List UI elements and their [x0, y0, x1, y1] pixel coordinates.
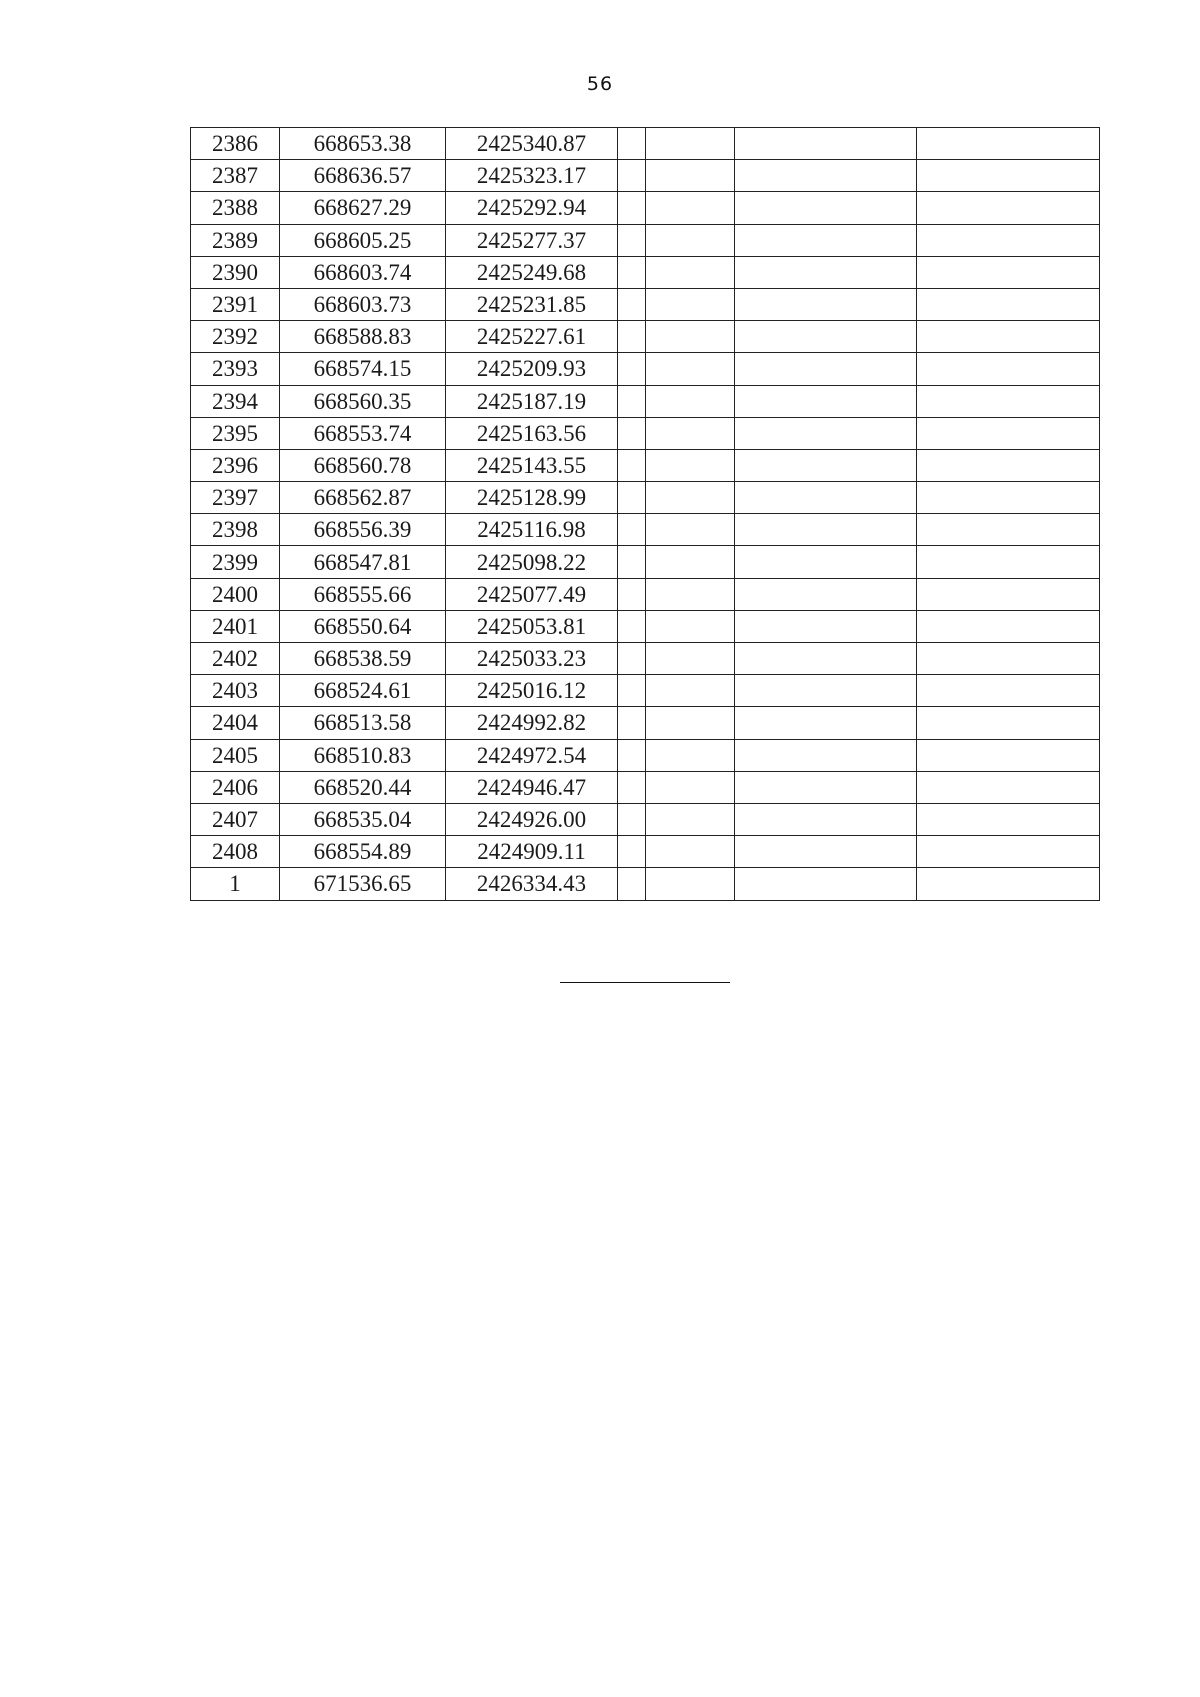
empty-cell: [917, 256, 1100, 288]
x-coordinate-cell: 668510.83: [280, 739, 446, 771]
empty-cell: [917, 868, 1100, 900]
point-number-cell: 2394: [191, 385, 280, 417]
empty-cell: [917, 417, 1100, 449]
point-number-cell: 2391: [191, 288, 280, 320]
point-number-cell: 2392: [191, 321, 280, 353]
empty-cell: [735, 449, 917, 481]
point-number-cell: 1: [191, 868, 280, 900]
x-coordinate-cell: 668603.74: [280, 256, 446, 288]
y-coordinate-cell: 2424992.82: [446, 707, 618, 739]
x-coordinate-cell: 668520.44: [280, 771, 446, 803]
x-coordinate-cell: 668560.35: [280, 385, 446, 417]
empty-cell: [618, 385, 646, 417]
table-row: [191, 643, 1100, 675]
x-coordinate-cell: 668560.78: [280, 449, 446, 481]
x-coordinate-cell: 668588.83: [280, 321, 446, 353]
table-row: [191, 836, 1100, 868]
empty-cell: [618, 192, 646, 224]
empty-cell: [917, 288, 1100, 320]
empty-cell: [646, 803, 735, 835]
empty-cell: [646, 224, 735, 256]
point-number-cell: 2397: [191, 482, 280, 514]
point-number-cell: 2401: [191, 610, 280, 642]
table-row: [191, 321, 1100, 353]
empty-cell: [735, 353, 917, 385]
empty-cell: [735, 643, 917, 675]
empty-cell: [618, 546, 646, 578]
table-row: [191, 256, 1100, 288]
y-coordinate-cell: 2425323.17: [446, 160, 618, 192]
y-coordinate-cell: 2425128.99: [446, 482, 618, 514]
empty-cell: [618, 610, 646, 642]
x-coordinate-cell: 668574.15: [280, 353, 446, 385]
empty-cell: [618, 836, 646, 868]
x-coordinate-cell: 668555.66: [280, 578, 446, 610]
point-number-cell: 2404: [191, 707, 280, 739]
point-number-cell: 2387: [191, 160, 280, 192]
empty-cell: [735, 803, 917, 835]
empty-cell: [646, 610, 735, 642]
point-number-cell: 2396: [191, 449, 280, 481]
y-coordinate-cell: 2425209.93: [446, 353, 618, 385]
table-row: [191, 160, 1100, 192]
empty-cell: [735, 160, 917, 192]
empty-cell: [618, 256, 646, 288]
point-number-cell: 2389: [191, 224, 280, 256]
point-number-cell: 2398: [191, 514, 280, 546]
empty-cell: [646, 160, 735, 192]
empty-cell: [618, 514, 646, 546]
table-row: [191, 482, 1100, 514]
table-row: [191, 546, 1100, 578]
table-row: [191, 353, 1100, 385]
y-coordinate-cell: 2424972.54: [446, 739, 618, 771]
empty-cell: [618, 482, 646, 514]
empty-cell: [735, 224, 917, 256]
x-coordinate-cell: 668524.61: [280, 675, 446, 707]
empty-cell: [735, 514, 917, 546]
table-row: [191, 803, 1100, 835]
empty-cell: [735, 128, 917, 160]
empty-cell: [917, 128, 1100, 160]
empty-cell: [618, 578, 646, 610]
empty-cell: [917, 610, 1100, 642]
y-coordinate-cell: 2425277.37: [446, 224, 618, 256]
empty-cell: [618, 353, 646, 385]
empty-cell: [618, 224, 646, 256]
table-row: [191, 675, 1100, 707]
x-coordinate-cell: 668605.25: [280, 224, 446, 256]
empty-cell: [735, 417, 917, 449]
y-coordinate-cell: 2425231.85: [446, 288, 618, 320]
y-coordinate-cell: 2425340.87: [446, 128, 618, 160]
y-coordinate-cell: 2425077.49: [446, 578, 618, 610]
empty-cell: [646, 868, 735, 900]
empty-cell: [735, 707, 917, 739]
x-coordinate-cell: 668553.74: [280, 417, 446, 449]
empty-cell: [618, 643, 646, 675]
empty-cell: [646, 353, 735, 385]
y-coordinate-cell: 2426334.43: [446, 868, 618, 900]
point-number-cell: 2406: [191, 771, 280, 803]
empty-cell: [618, 449, 646, 481]
empty-cell: [917, 803, 1100, 835]
empty-cell: [917, 353, 1100, 385]
page-number: 56: [586, 73, 614, 95]
empty-cell: [735, 256, 917, 288]
empty-cell: [646, 482, 735, 514]
empty-cell: [646, 449, 735, 481]
point-number-cell: 2399: [191, 546, 280, 578]
x-coordinate-cell: 668554.89: [280, 836, 446, 868]
empty-cell: [646, 256, 735, 288]
y-coordinate-cell: 2425187.19: [446, 385, 618, 417]
x-coordinate-cell: 668603.73: [280, 288, 446, 320]
empty-cell: [618, 128, 646, 160]
empty-cell: [917, 675, 1100, 707]
empty-cell: [735, 836, 917, 868]
table-row: [191, 449, 1100, 481]
point-number-cell: 2402: [191, 643, 280, 675]
y-coordinate-cell: 2424909.11: [446, 836, 618, 868]
empty-cell: [618, 771, 646, 803]
point-number-cell: 2395: [191, 417, 280, 449]
empty-cell: [917, 192, 1100, 224]
empty-cell: [646, 514, 735, 546]
empty-cell: [646, 417, 735, 449]
empty-cell: [917, 707, 1100, 739]
empty-cell: [917, 482, 1100, 514]
empty-cell: [735, 771, 917, 803]
x-coordinate-cell: 668636.57: [280, 160, 446, 192]
point-number-cell: 2407: [191, 803, 280, 835]
empty-cell: [618, 868, 646, 900]
y-coordinate-cell: 2425098.22: [446, 546, 618, 578]
table-row: [191, 224, 1100, 256]
point-number-cell: 2393: [191, 353, 280, 385]
point-number-cell: 2400: [191, 578, 280, 610]
empty-cell: [646, 321, 735, 353]
empty-cell: [646, 771, 735, 803]
table-row: [191, 192, 1100, 224]
empty-cell: [646, 128, 735, 160]
empty-cell: [735, 739, 917, 771]
point-number-cell: 2390: [191, 256, 280, 288]
y-coordinate-cell: 2425227.61: [446, 321, 618, 353]
empty-cell: [917, 546, 1100, 578]
y-coordinate-cell: 2425116.98: [446, 514, 618, 546]
empty-cell: [735, 610, 917, 642]
empty-cell: [735, 675, 917, 707]
empty-cell: [917, 385, 1100, 417]
empty-cell: [917, 321, 1100, 353]
y-coordinate-cell: 2425016.12: [446, 675, 618, 707]
point-number-cell: 2403: [191, 675, 280, 707]
empty-cell: [646, 546, 735, 578]
table-row: [191, 771, 1100, 803]
y-coordinate-cell: 2424946.47: [446, 771, 618, 803]
y-coordinate-cell: 2425053.81: [446, 610, 618, 642]
empty-cell: [618, 803, 646, 835]
x-coordinate-cell: 671536.65: [280, 868, 446, 900]
empty-cell: [735, 578, 917, 610]
end-of-section-rule: [560, 982, 730, 983]
x-coordinate-cell: 668538.59: [280, 643, 446, 675]
empty-cell: [646, 192, 735, 224]
table-row: [191, 288, 1100, 320]
empty-cell: [735, 192, 917, 224]
coordinates-table-body: [191, 128, 1100, 901]
empty-cell: [618, 417, 646, 449]
empty-cell: [917, 739, 1100, 771]
empty-cell: [917, 449, 1100, 481]
empty-cell: [618, 707, 646, 739]
empty-cell: [646, 707, 735, 739]
x-coordinate-cell: 668562.87: [280, 482, 446, 514]
table-row: [191, 385, 1100, 417]
y-coordinate-cell: 2424926.00: [446, 803, 618, 835]
y-coordinate-cell: 2425163.56: [446, 417, 618, 449]
x-coordinate-cell: 668535.04: [280, 803, 446, 835]
point-number-cell: 2388: [191, 192, 280, 224]
table-row: [191, 578, 1100, 610]
x-coordinate-cell: 668627.29: [280, 192, 446, 224]
empty-cell: [917, 514, 1100, 546]
empty-cell: [618, 160, 646, 192]
empty-cell: [917, 224, 1100, 256]
empty-cell: [735, 482, 917, 514]
empty-cell: [618, 739, 646, 771]
empty-cell: [917, 578, 1100, 610]
table-row: [191, 128, 1100, 160]
empty-cell: [646, 288, 735, 320]
empty-cell: [917, 771, 1100, 803]
empty-cell: [646, 643, 735, 675]
table-row: [191, 868, 1100, 900]
x-coordinate-cell: 668547.81: [280, 546, 446, 578]
table-row: [191, 514, 1100, 546]
table-row: [191, 707, 1100, 739]
y-coordinate-cell: 2425292.94: [446, 192, 618, 224]
point-number-cell: 2405: [191, 739, 280, 771]
empty-cell: [646, 739, 735, 771]
x-coordinate-cell: 668513.58: [280, 707, 446, 739]
empty-cell: [646, 675, 735, 707]
x-coordinate-cell: 668653.38: [280, 128, 446, 160]
point-number-cell: 2386: [191, 128, 280, 160]
empty-cell: [618, 321, 646, 353]
empty-cell: [735, 288, 917, 320]
empty-cell: [735, 546, 917, 578]
y-coordinate-cell: 2425143.55: [446, 449, 618, 481]
x-coordinate-cell: 668556.39: [280, 514, 446, 546]
table-row: [191, 417, 1100, 449]
y-coordinate-cell: 2425249.68: [446, 256, 618, 288]
empty-cell: [917, 160, 1100, 192]
table-row: [191, 610, 1100, 642]
empty-cell: [917, 643, 1100, 675]
y-coordinate-cell: 2425033.23: [446, 643, 618, 675]
empty-cell: [917, 836, 1100, 868]
empty-cell: [735, 868, 917, 900]
empty-cell: [618, 675, 646, 707]
empty-cell: [618, 288, 646, 320]
empty-cell: [646, 385, 735, 417]
table-row: [191, 739, 1100, 771]
x-coordinate-cell: 668550.64: [280, 610, 446, 642]
empty-cell: [735, 385, 917, 417]
coordinates-table: [190, 127, 1100, 901]
empty-cell: [646, 578, 735, 610]
empty-cell: [646, 836, 735, 868]
point-number-cell: 2408: [191, 836, 280, 868]
empty-cell: [735, 321, 917, 353]
